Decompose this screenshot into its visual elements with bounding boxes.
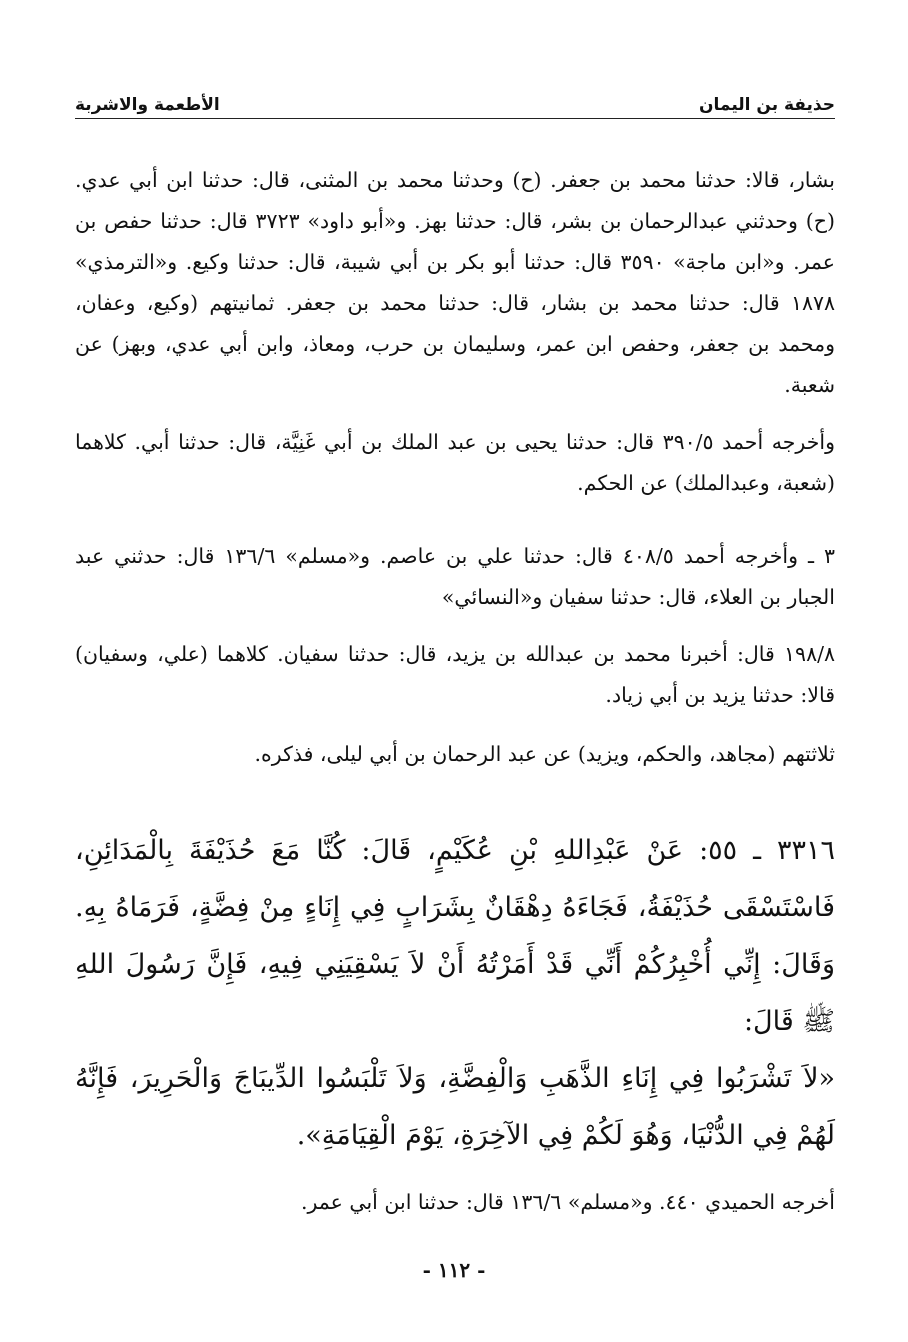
paragraph-chains: بشار، قالا: حدثنا محمد بن جعفر. (ح) وحدثنا محمد بن المثنى، قال: حدثنا ابن أبي عدي. (ح) وحدثني عبدالرحمان بن بشر، قال: حدثنا بهز. و«أبو داود» ٣٧٢٣ قال: حدثنا حفص بن عمر. و«ابن ماجة» ٣٥٩٠ قال: حدثنا أبو بكر بن أبي شيبة، قال: حدثنا وكيع. و«الترمذي» ١٨٧٨ قال: حدثنا محمد بن بشار، قال: حدثنا محمد بن جعفر. ثمانيتهم (وكيع، وعفان، ومحمد بن جعفر، وحفص ابن عمر، وسليمان بن حرب، ومعاذ، وابن أبي عدي، وبهز) عن شعبة. — [75, 168, 836, 397]
commentary-block-1 — [75, 160, 835, 406]
commentary-block-2 — [75, 422, 835, 504]
paragraph-ahmad: وأخرجه أحمد ٣٩٠/٥ قال: حدثنا يحيى بن عبد الملك بن أبي غَنِيَّة، قال: حدثنا أبي. كلاهما (شعبة، وعبدالملك) عن الحكم. — [75, 430, 835, 495]
commentary-block-6 — [75, 1182, 835, 1223]
paragraph-humaidi: أخرجه الحميدي ٤٤٠. و«مسلم» ١٣٦/٦ قال: حدثنا ابن أبي عمر. — [300, 1190, 835, 1214]
hadith-narration — [75, 822, 835, 1050]
page-number: - ١١٢ - — [422, 1258, 486, 1282]
paragraph-summary: ثلاثتهم (مجاهد، والحكم، ويزيد) عن عبد الرحمان بن أبي ليلى، فذكره. — [254, 742, 835, 766]
commentary-block-5 — [75, 734, 835, 775]
paragraph-nasai: ١٩٨/٨ قال: أخبرنا محمد بن عبدالله بن يزيد، قال: حدثنا سفيان. كلاهما (علي، وسفيان) قالا: حدثنا يزيد بن أبي زياد. — [75, 642, 835, 707]
hadith-isnad-and-story: ٣٣١٦ ـ ٥٥: عَنْ عَبْدِاللهِ بْنِ عُكَيْمٍ، قَالَ: كُنَّا مَعَ حُذَيْفَةَ بِالْمَدَائِنِ، فَاسْتَسْقَى حُذَيْفَةُ، فَجَاءَهُ دِهْقَانٌ بِشَرَابٍ فِي إِنَاءٍ مِنْ فِضَّةٍ، فَرَمَاهُ بِهِ. وَقَالَ: إِنِّي أُخْبِرُكُمْ أَنِّي قَدْ أَمَرْتُهُ أَنْ لاَ يَسْقِيَنِي فِيهِ، فَإِنَّ رَسُولَ اللهِ ﷺ قَالَ: — [75, 835, 835, 1037]
paragraph-third-chain: ٣ ـ وأخرجه أحمد ٤٠٨/٥ قال: حدثنا علي بن عاصم. و«مسلم» ١٣٦/٦ قال: حدثني عبد الجبار بن العلاء، قال: حدثنا سفيان و«النسائي» — [75, 544, 835, 609]
hadith-matn — [75, 1050, 835, 1164]
commentary-block-4 — [75, 634, 835, 716]
header-section-title: الأطعمة والاشربة — [75, 95, 220, 115]
commentary-block-3 — [75, 536, 835, 618]
running-header — [75, 88, 835, 119]
hadith-prophetic-saying: «لاَ تَشْرَبُوا فِي إِنَاءِ الذَّهَبِ وَالْفِضَّةِ، وَلاَ تَلْبَسُوا الدِّيبَاجَ وَالْحَرِيرَ، فَإِنَّهُ لَهُمْ فِي الدُّنْيَا، وَهُوَ لَكُمْ فِي الآخِرَةِ، يَوْمَ الْقِيَامَةِ». — [75, 1063, 835, 1151]
header-chapter-title: حذيفة بن اليمان — [699, 95, 835, 115]
